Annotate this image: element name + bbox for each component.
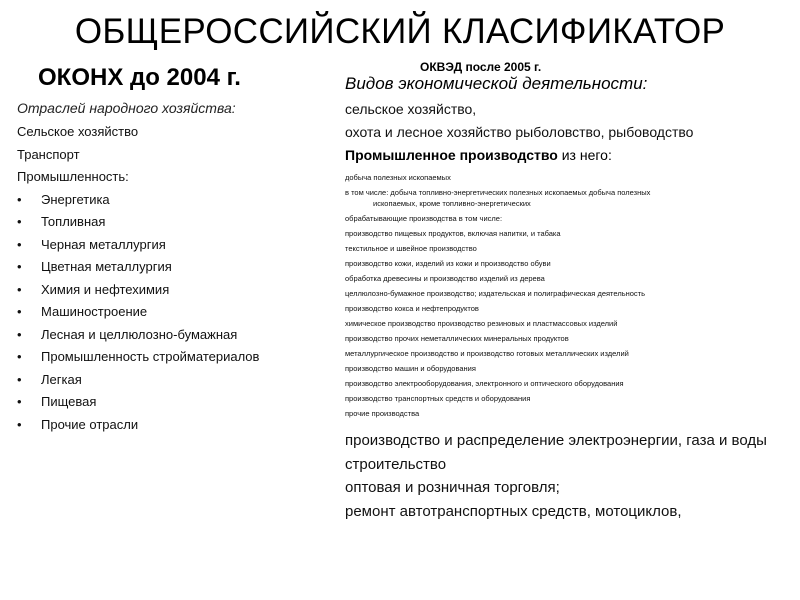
list-item: Промышленность:	[17, 169, 129, 184]
list-item: • Машиностроение	[17, 301, 259, 324]
list-item: производство машин и оборудования	[345, 364, 476, 373]
list-item: оптовая и розничная торговля;	[345, 479, 560, 496]
list-item: • Топливная	[17, 211, 259, 234]
list-item: Транспорт	[17, 146, 80, 162]
okved-list	[345, 98, 775, 523]
list-item: производство пищевых продуктов, включая напитки, и табака	[345, 229, 561, 238]
list-item: • Энергетика	[17, 189, 259, 212]
list-item: текстильное и швейное производство	[345, 244, 477, 253]
list-item: обработка древесины и производство изделий из дерева	[345, 274, 545, 283]
list-item: производство кожи, изделий из кожи и производство обуви	[345, 259, 551, 268]
list-item	[345, 185, 775, 211]
industry-bold: Промышленное производство	[345, 147, 558, 163]
okonh-list	[17, 121, 259, 436]
list-item: производство кокса и нефтепродуктов	[345, 304, 479, 313]
okved-heading: ОКВЭД после 2005 г.	[420, 60, 542, 74]
okonh-subheading: Отраслей народного хозяйства:	[17, 100, 236, 116]
list-item: металлургическое производство и производство готовых металлических изделий	[345, 349, 629, 358]
list-item: производство электрооборудования, электронного и оптического оборудования	[345, 379, 624, 388]
list-item-line: ископаемых, кроме топливно-энергетических	[373, 199, 531, 208]
list-item: производство прочих неметаллических минеральных продуктов	[345, 334, 569, 343]
list-item: • Пищевая	[17, 391, 259, 414]
list-item: производство транспортных средств и оборудования	[345, 394, 531, 403]
list-item: • Легкая	[17, 369, 259, 392]
okved-subheading: Видов экономической деятельности:	[345, 74, 648, 93]
list-item: охота и лесное хозяйство рыболовство, рыбоводство	[345, 124, 694, 140]
slide-title: ОБЩЕРОССИЙСКИЙ КЛАСИФИКАТОР	[74, 12, 726, 51]
list-item: целлюлозно-бумажное производство; издательская и полиграфическая деятельность	[345, 289, 646, 298]
list-item: добыча полезных ископаемых	[345, 173, 451, 182]
list-item: ремонт автотранспортных средств, мотоциклов,	[345, 502, 682, 520]
okonh-heading: ОКОНХ до 2004 г.	[38, 64, 241, 91]
list-item: • Лесная и целлюлозно-бумажная	[17, 324, 259, 347]
industry-rest: из него:	[557, 147, 612, 163]
list-item: химическое производство производство резиновых и пластмассовых изделий	[345, 319, 618, 328]
list-item: сельское хозяйство,	[345, 101, 477, 117]
industry-sublist	[345, 170, 775, 421]
list-item: • Промышленность стройматериалов	[17, 346, 259, 369]
list-item: прочие производства	[345, 409, 420, 418]
list-item: производство и распределение электроэнергии, газа и воды	[345, 432, 767, 449]
list-item: обрабатывающие производства в том числе:	[345, 214, 503, 223]
list-item: строительство	[345, 455, 447, 473]
list-item: Сельское хозяйство	[17, 124, 139, 139]
list-item: • Черная металлургия	[17, 234, 259, 257]
list-item-line: в том числе: добыча топливно-энергетических полезных ископаемых добыча полезных	[345, 188, 651, 197]
list-item: • Цветная металлургия	[17, 256, 259, 279]
list-item: • Прочие отрасли	[17, 414, 259, 437]
industry-line	[345, 144, 775, 167]
list-item: • Химия и нефтехимия	[17, 279, 259, 302]
